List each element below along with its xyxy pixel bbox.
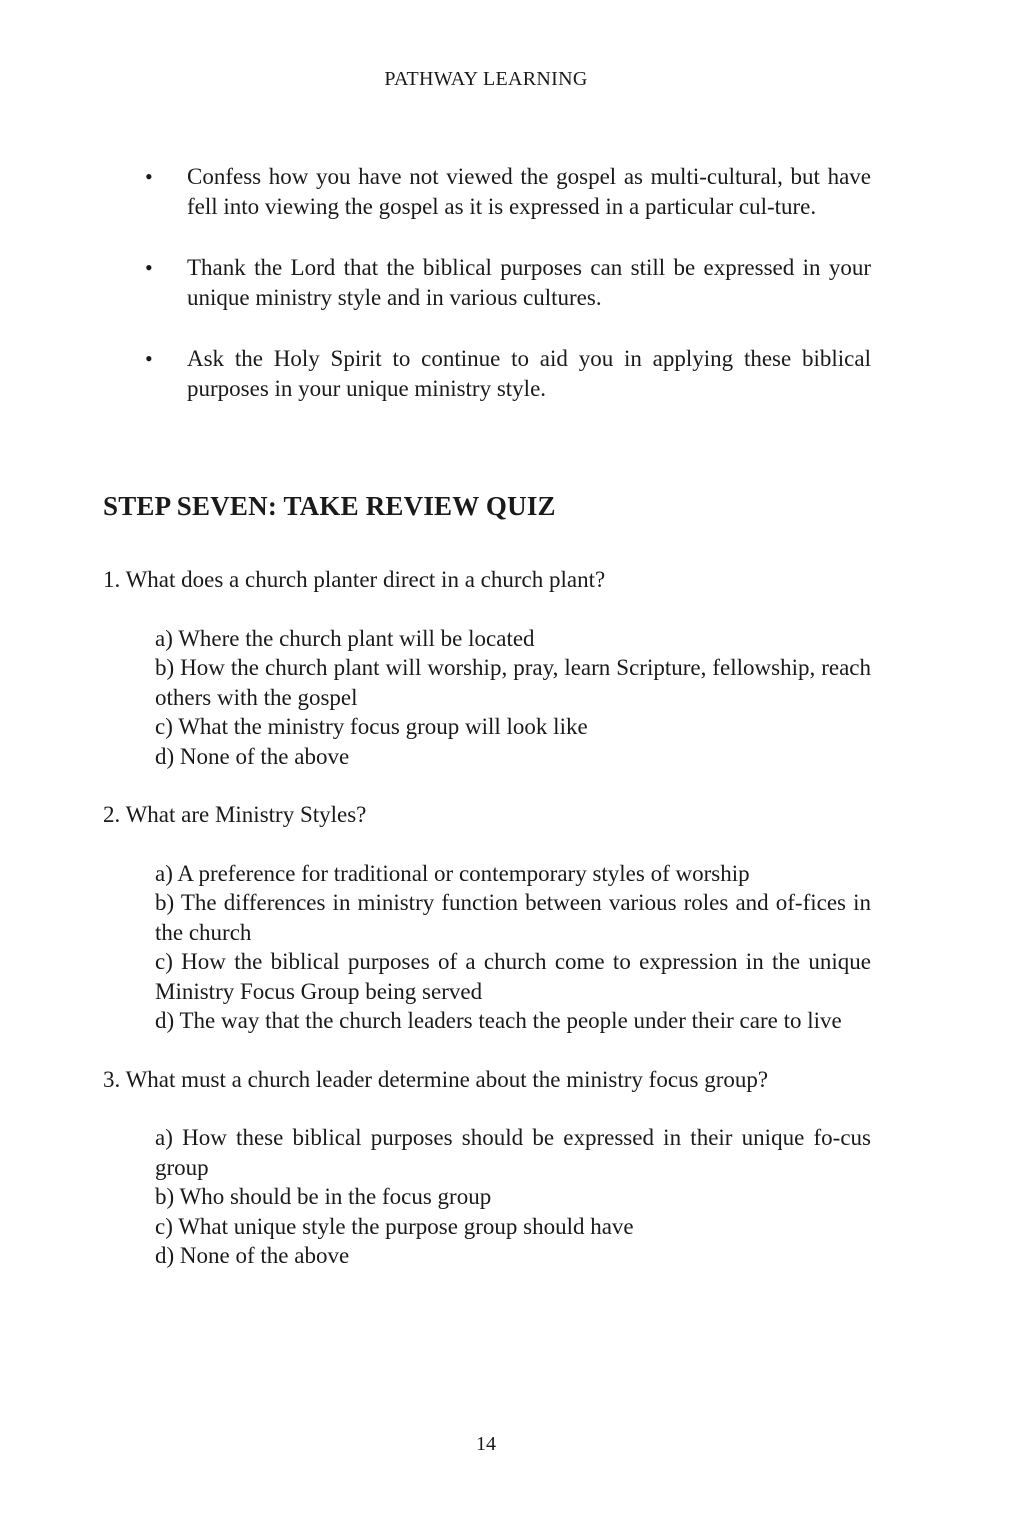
quiz-option: d) None of the above bbox=[155, 743, 350, 769]
quiz-option: b) How the church plant will worship, pray, learn Scripture, fellowship, reach others with the gospel bbox=[155, 655, 871, 710]
quiz-option: b) The differences in ministry function between various roles and of-fices in the church bbox=[155, 890, 871, 945]
quiz-option: d) The way that the church leaders teach the people under their care to live bbox=[155, 1008, 842, 1033]
quiz-option: a) Where the church plant will be located bbox=[155, 625, 535, 651]
prayer-bullet-list bbox=[0, 162, 1024, 435]
bullet-text: Confess how you have not viewed the gospel as multi-cultural, but have fell into viewing the gospel as it is expressed in a particular cul-ture. bbox=[187, 164, 871, 219]
quiz-options-3 bbox=[155, 1123, 871, 1271]
quiz-option: a) A preference for traditional or contemporary styles of worship bbox=[155, 860, 750, 886]
quiz-option: b) Who should be in the focus group bbox=[155, 1184, 492, 1209]
quiz-option: c) How the biblical purposes of a church come to expression in the unique Ministry Focus Group being served bbox=[155, 949, 871, 1004]
bullet-item bbox=[0, 253, 1024, 312]
bullet-dot-icon: • bbox=[145, 346, 153, 371]
bullet-dot-icon: • bbox=[145, 255, 153, 280]
bullet-dot-icon: • bbox=[145, 164, 153, 189]
quiz-option: d) None of the above bbox=[155, 1243, 350, 1268]
quiz-question-2: 2. What are Ministry Styles? bbox=[103, 802, 367, 827]
quiz-options-2 bbox=[155, 859, 871, 1036]
page-number: 14 bbox=[476, 1433, 496, 1455]
review-quiz bbox=[0, 565, 1024, 1300]
section-heading: STEP SEVEN: TAKE REVIEW QUIZ bbox=[103, 491, 556, 521]
bullet-text: Ask the Holy Spirit to continue to aid you in applying these biblical purposes in your unique ministry style. bbox=[187, 346, 871, 401]
quiz-option: c) What unique style the purpose group should have bbox=[155, 1213, 634, 1239]
bullet-item bbox=[0, 162, 1024, 221]
quiz-options-1 bbox=[155, 624, 871, 772]
bullet-text: Thank the Lord that the biblical purposes can still be expressed in your unique ministry style and in various cultures. bbox=[187, 255, 871, 310]
bullet-item bbox=[0, 344, 1024, 403]
quiz-question-3: 3. What must a church leader determine about the ministry focus group? bbox=[103, 1066, 769, 1092]
running-header: PATHWAY LEARNING bbox=[384, 68, 588, 90]
quiz-question-1: 1. What does a church planter direct in a church plant? bbox=[103, 567, 606, 592]
quiz-option: a) How these biblical purposes should be expressed in their unique fo-cus group bbox=[155, 1125, 871, 1180]
quiz-option: c) What the ministry focus group will look like bbox=[155, 714, 588, 739]
